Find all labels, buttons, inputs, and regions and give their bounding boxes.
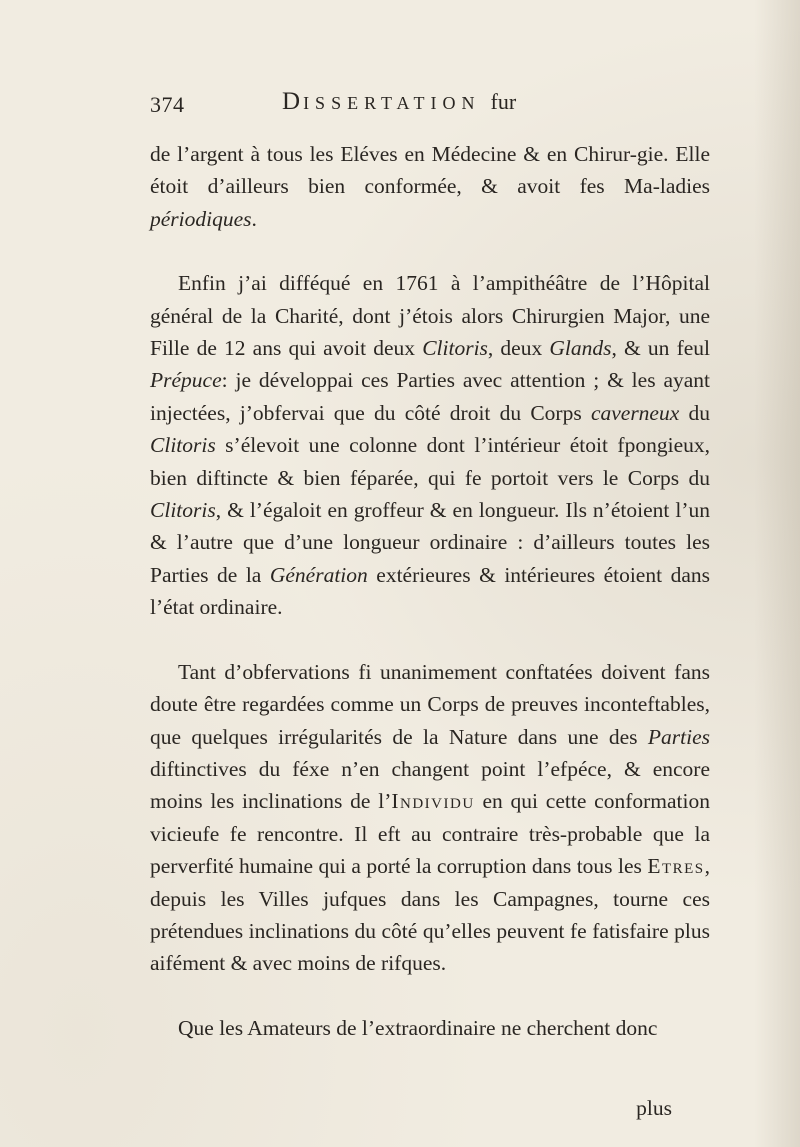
running-title-suffix: fur — [490, 89, 517, 114]
paragraph-1 — [150, 138, 710, 235]
text-segment: diftinctives du féxe n’en changent point l’efpéce, & encore moins les inclinations de l’ — [150, 756, 710, 814]
catchword: plus — [636, 1096, 672, 1120]
text-segment: . — [251, 206, 257, 231]
text-segment: Enfin j’ai difféqué en 1761 à l’ampithéâtre de l’Hôpital général de la Charité, dont j’étois alors Chirurgien Major, une Fille de 12 ans qui avoit deux — [150, 271, 710, 361]
text-segment: , deux — [487, 336, 550, 361]
text-segment: Génération — [269, 562, 368, 587]
running-header — [150, 88, 710, 124]
paragraph-3 — [150, 656, 710, 980]
running-title-rest: ISSERTATION — [303, 93, 481, 113]
running-title — [282, 88, 516, 116]
paragraph-gap — [150, 235, 710, 267]
paragraph-gap — [150, 624, 710, 656]
page-edge-shadow — [754, 0, 800, 1147]
text-segment: Individu — [391, 789, 475, 814]
text-segment: Glands — [549, 336, 612, 361]
text-segment: s’élevoit une colonne dont l’intérieur étoit fpongieux, bien diftincte & bien féparée, qui fe portoit vers le Corps du — [150, 433, 710, 490]
text-segment: Etres — [647, 854, 705, 879]
text-segment: Clitoris — [422, 336, 488, 361]
running-title-initial: D — [282, 88, 304, 115]
text-segment: Que les Amateurs de l’extraordinaire ne cherchent donc — [178, 1015, 658, 1040]
text-segment: Prépuce — [150, 368, 222, 393]
text-segment: périodiques — [150, 206, 252, 231]
text-segment: extérieures & intérieures étoient dans l’état ordinaire. — [150, 562, 710, 620]
page-number: 374 — [150, 92, 185, 117]
text-segment: : je développai ces Parties avec attention ; & les ayant injectées, j’obfervai que du côté droit du Corps — [150, 368, 710, 425]
text-segment: Tant d’obfervations fi unanimement conftatées doivent fans doute être regardées comme un Corps de preuves inconteftables, que quelques irrégularités de la Nature dans une des — [150, 659, 710, 749]
text-segment: , depuis les Villes jufques dans les Campagnes, tourne ces prétendues inclinations du côté qu’elles peuvent fe fatisfaire plus aifément & avec moins de rifques. — [150, 854, 710, 976]
text-segment: du — [679, 400, 711, 425]
text-segment: en qui cette conformation vicieufe fe rencontre. Il eft au contraire très-probable que la perverfité humaine qui a porté la corruption dans tous les — [150, 789, 710, 879]
text-segment: caverneux — [590, 400, 680, 425]
text-segment: Clitoris — [150, 433, 216, 458]
paragraph-4 — [150, 1012, 710, 1044]
body-text — [150, 138, 710, 1044]
paragraph-2 — [150, 267, 710, 623]
text-segment: Parties — [647, 724, 710, 749]
text-segment: , & l’égaloit en groffeur & en longueur. Ils n’étoient l’un & l’autre que d’une longueur ordinaire : d’ailleurs toutes les Parties de la — [150, 498, 710, 587]
text-segment: Clitoris — [150, 498, 216, 523]
paragraph-gap — [150, 980, 710, 1012]
text-segment: de l’argent à tous les Eléves en Médecine & en Chirur-gie. Elle étoit d’ailleurs bien conformée, & avoit fes Ma-ladies — [150, 142, 710, 199]
text-segment: , & un feul — [611, 336, 710, 361]
